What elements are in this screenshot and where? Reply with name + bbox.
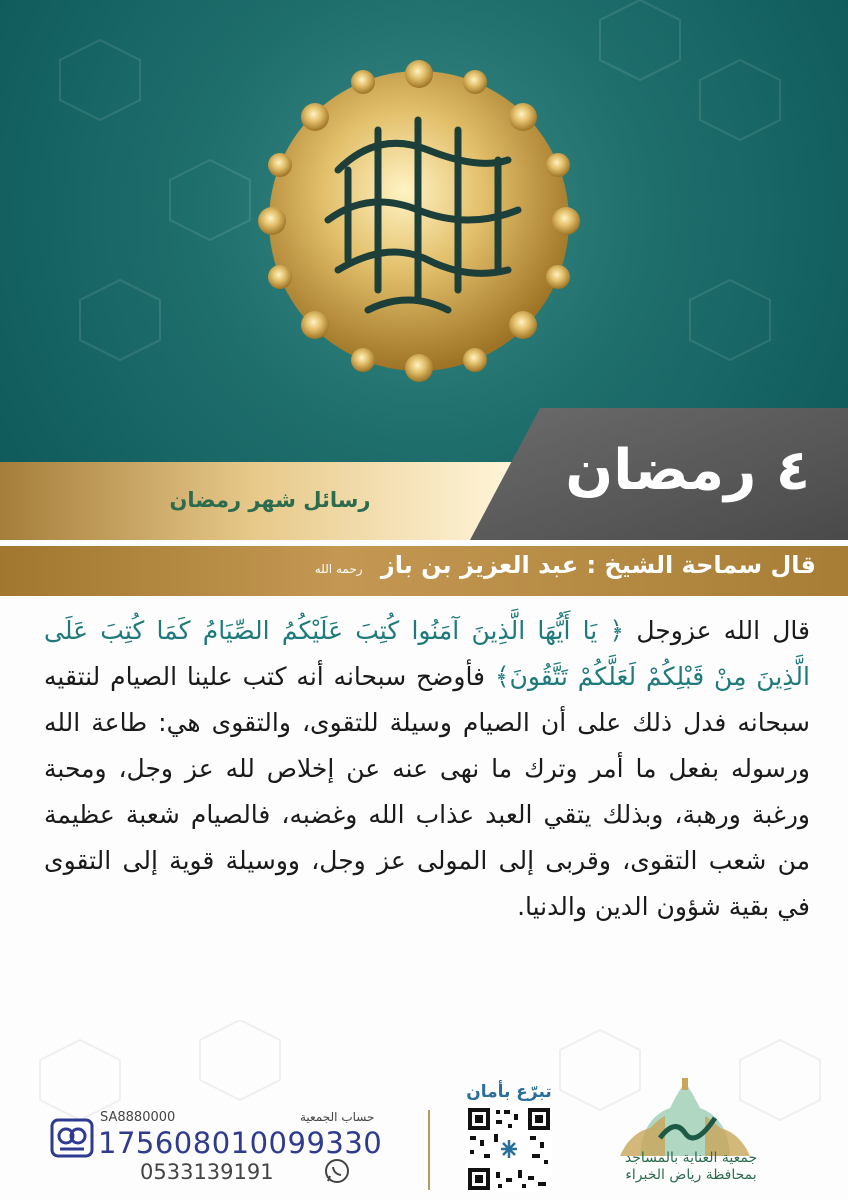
account-number: 175608010099330 — [98, 1126, 383, 1160]
footer-divider — [428, 1110, 430, 1190]
intro-text: قال الله عزوجل — [636, 616, 810, 645]
donation-qr-code[interactable] — [466, 1106, 552, 1192]
date-title: ٤ رمضان — [565, 438, 810, 503]
speaker-line — [315, 551, 816, 579]
whatsapp-icon[interactable] — [324, 1158, 350, 1184]
iban-prefix: SA8880000 — [100, 1110, 176, 1125]
org-name-line1: جمعية العناية بالمساجد — [624, 1150, 758, 1166]
series-subtitle: رسائل شهر رمضان — [169, 488, 371, 512]
hero-banner — [0, 0, 848, 470]
body-paragraph: فأوضح سبحانه أنه كتب علينا الصيام لنتقيه سبحانه فدل ذلك على أن الصيام وسيلة للتقوى، والتقوى هي: طاعة الله ورسوله بفعل ما أمر وترك ما نهى عنه عن إخلاص لله عز وجل، ومحبة ورغبة ورهبة، وبذلك يتقي العبد عذاب الله وغضبه، فالصيام شعبة عظيمة من شعب التقوى، وقربى إلى المولى عز وجل، ووسيلة قوية إلى التقوى في بقية شؤون الدين والدنيا. — [44, 662, 810, 921]
donate-label: تبرّع بأمان — [466, 1082, 552, 1102]
account-label: حساب الجمعية — [300, 1110, 375, 1124]
speaker-name: قال سماحة الشيخ : عبد العزيز بن باز — [380, 551, 816, 579]
calligraphy-medallion — [258, 60, 580, 382]
phone-number[interactable]: 0533139191 — [140, 1160, 274, 1184]
bank-icon — [50, 1118, 94, 1158]
organization-logo — [620, 1078, 750, 1158]
article-body — [44, 608, 810, 930]
organization-name — [606, 1150, 776, 1184]
speaker-honorific: رحمه الله — [314, 562, 363, 576]
org-name-line2: بمحافظة رياض الخبراء — [625, 1167, 757, 1183]
quran-verse: ﴿ يَا أَيُّهَا الَّذِينَ آمَنُوا كُتِبَ عَلَيْكُمُ الصِّيَامُ كَمَا كُتِبَ عَلَى الَّذِينَ مِنْ قَبْلِكُمْ لَعَلَّكُمْ تَتَّقُونَ﴾ — [44, 616, 810, 691]
